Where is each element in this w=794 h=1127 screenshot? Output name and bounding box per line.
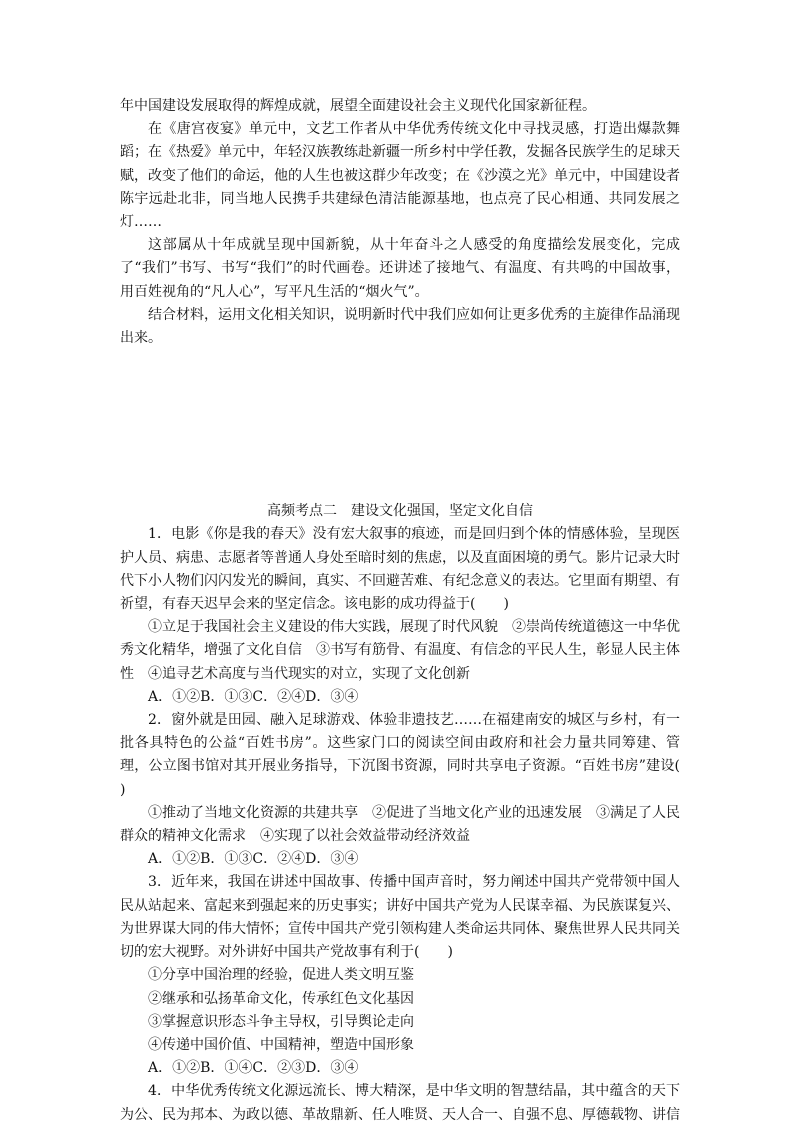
question-3-stem: 3．近年来，我国在讲述中国故事、传播中国声音时，努力阐述中国共产党带领中国人民从站起来、富起来到强起来的历史事实；讲好中国共产党为人民谋幸福、为民族谋复兴、为世界谋大同的伟大情怀；宣传中国共产党引领构建人类命运共同体、聚焦世界人民共同关切的宏大视野。对外讲好中国共产党故事有利于( ) (120, 874, 680, 961)
answer-space (120, 350, 680, 500)
material-paragraph-3: 这部属从十年成就呈现中国新貌，从十年奋斗之人感受的角度描绘发展变化，完成了“我们”书写、书写“我们”的时代画卷。还讲述了接地气、有温度、有共鸣的中国故事，用百姓视角的“凡人心”，写平凡生活的“烟火气”。 (120, 237, 680, 300)
section-title: 高频考点二 建设文化强国，坚定文化自信 (267, 503, 533, 520)
document-page (120, 95, 708, 1127)
question-1-stem: 1．电影《你是我的春天》没有宏大叙事的痕迹，而是回归到个体的情感体验，呈现医护人员、病患、志愿者等普通人身处至暗时刻的焦虑，以及直面困境的勇气。影片记录大时代下小人物们闪闪发光的瞬间，真实、不回避苦难、有纪念意义的表达。它里面有期望、有祈望，有春天迟早会来的坚定信念。该电影的成功得益于( ) (120, 526, 680, 613)
question-prompt: 结合材料，运用文化相关知识，说明新时代中我们应如何让更多优秀的主旋律作品涌现出来。 (120, 306, 680, 347)
question-2-stem: 2．窗外就是田园、融入足球游戏、体验非遗技艺……在福建南安的城区与乡村，有一批各具特色的公益“百姓书房”。这些家门口的阅读空间由政府和社会力量共同筹建、管理，公立图书馆对其开展业务指导，下沉图书资源，同时共享电子资源。“百姓书房”建设( ) (120, 712, 708, 798)
question-1-options: ①立足于我国社会主义建设的伟大实践，展现了时代风貌 ②崇尚传统道德这一中华优秀文化精华，增强了文化自信 ③书写有筋骨、有温度、有信念的平民人生，彰显人民主体性 ④追寻艺术高度与当代现实的对立，实现了文化创新 (120, 619, 680, 682)
material-paragraph-2: 在《唐宫夜宴》单元中，文艺工作者从中华优秀传统文化中寻找灵感，打造出爆款舞蹈；在《热爱》单元中，年轻汉族教练赴新疆一所乡村中学任教，发掘各民族学生的足球天赋，改变了他们的命运，他的人生也被这群少年改变；在《沙漠之光》单元中，中国建设者陈宇远赴北非，同当地人民携手共建绿色清洁能源基地，也点亮了民心相通、共同发展之灯…… (120, 121, 680, 231)
question-3-option-3: ③掌握意识形态斗争主导权，引导舆论走向 (148, 1013, 414, 1030)
question-2-options: ①推动了当地文化资源的共建共享 ②促进了当地文化产业的迅速发展 ③满足了人民群众的精神文化需求 ④实现了以社会效益带动经济效益 (120, 804, 680, 845)
question-3-option-1: ①分享中国治理的经验，促进人类文明互鉴 (148, 967, 414, 984)
question-3-option-4: ④传递中国价值、中国精神，塑造中国形象 (148, 1036, 414, 1053)
question-3-option-2: ②继承和弘扬革命文化，传承红色文化基因 (148, 990, 414, 1007)
question-4-stem: 4．中华优秀传统文化源远流长、博大精深，是中华文明的智慧结晶，其中蕴含的天下为公、民为邦本、为政以德、革故鼎新、任人唯贤、天人合一、自强不息、厚德载物、讲信 (120, 1083, 680, 1123)
material-paragraph-1: 年中国建设发展取得的辉煌成就，展望全面建设社会主义现代化国家新征程。 (120, 98, 596, 114)
question-3-choices: A．①②B．①④C．②③D．③④ (148, 1060, 359, 1077)
question-2-choices: A．①②B．①③C．②④D．③④ (148, 851, 359, 868)
question-1-choices: A．①②B．①③C．②④D．③④ (148, 688, 359, 705)
